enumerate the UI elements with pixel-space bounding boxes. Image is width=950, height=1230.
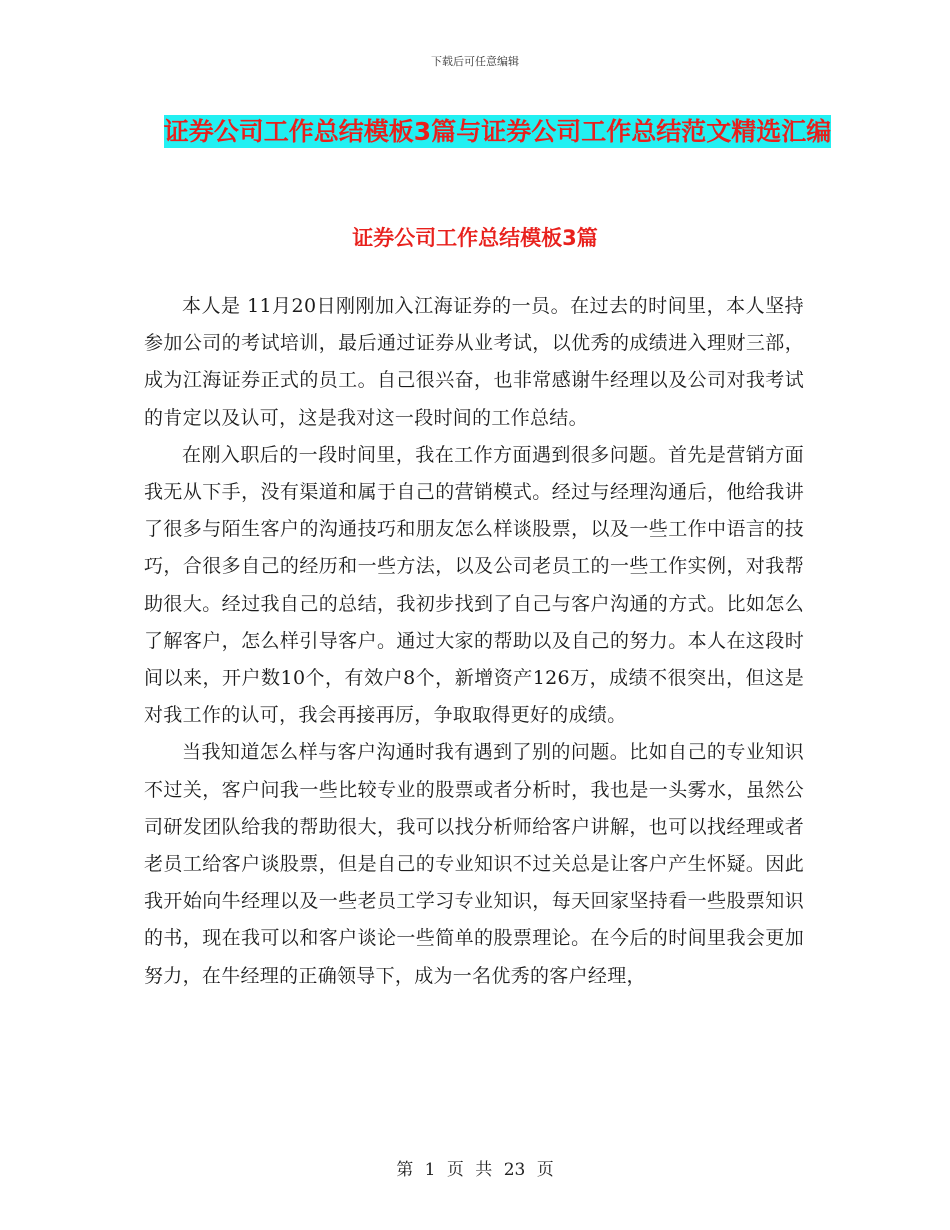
header-note: 下载后可任意编辑 (431, 55, 519, 68)
document-title-text: 证券公司工作总结模板3篇与证券公司工作总结范文精选汇编 (163, 117, 832, 146)
paragraph: 当我知道怎么样与客户沟通时我有遇到了别的问题。比如自己的专业知识不过关，客户问我一些比较专业的股票或者分析时，我也是一头雾水，虽然公司研发团队给我的帮助很大，我可以找分析师给客户讲解，也可以找经理或者老员工给客户谈股票，但是自己的专业知识不过关总是让客户产生怀疑。因此我开始向牛经理以及一些老员工学习专业知识，每天回家坚持看一些股票知识的书，现在我可以和客户谈论一些简单的股票理论。在今后的时间里我会更加努力，在牛经理的正确领导下，成为一名优秀的客户经理， (144, 741, 804, 987)
page-footer: 第 1 页 共 23 页 (396, 1160, 554, 1180)
paragraph: 在刚入职后的一段时间里，我在工作方面遇到很多问题。首先是营销方面我无从下手，没有渠道和属于自己的营销模式。经过与经理沟通后，他给我讲了很多与陌生客户的沟通技巧和朋友怎么样谈股票，以及一些工作中语言的技巧，合很多自己的经历和一些方法，以及公司老员工的一些工作实例，对我帮助很大。经过我自己的总结，我初步找到了自己与客户沟通的方式。比如怎么了解客户，怎么样引导客户。通过大家的帮助以及自己的努力。本人在这段时间以来，开户数10个，有效户8个，新增资产126万，成绩不很突出，但这是对我工作的认可，我会再接再厉，争取取得更好的成绩。 (144, 443, 804, 727)
body-text (144, 288, 804, 995)
section-title: 证券公司工作总结模板3篇 (352, 226, 598, 250)
paragraph: 本人是 11月20日刚刚加入江海证券的一员。在过去的时间里，本人坚持参加公司的考试培训，最后通过证券从业考试，以优秀的成绩进入理财三部，成为江海证券正式的员工。自己很兴奋，也非常感谢牛经理以及公司对我考试的肯定以及认可，这是我对这一段时间的工作总结。 (144, 295, 804, 429)
document-title (145, 108, 850, 156)
